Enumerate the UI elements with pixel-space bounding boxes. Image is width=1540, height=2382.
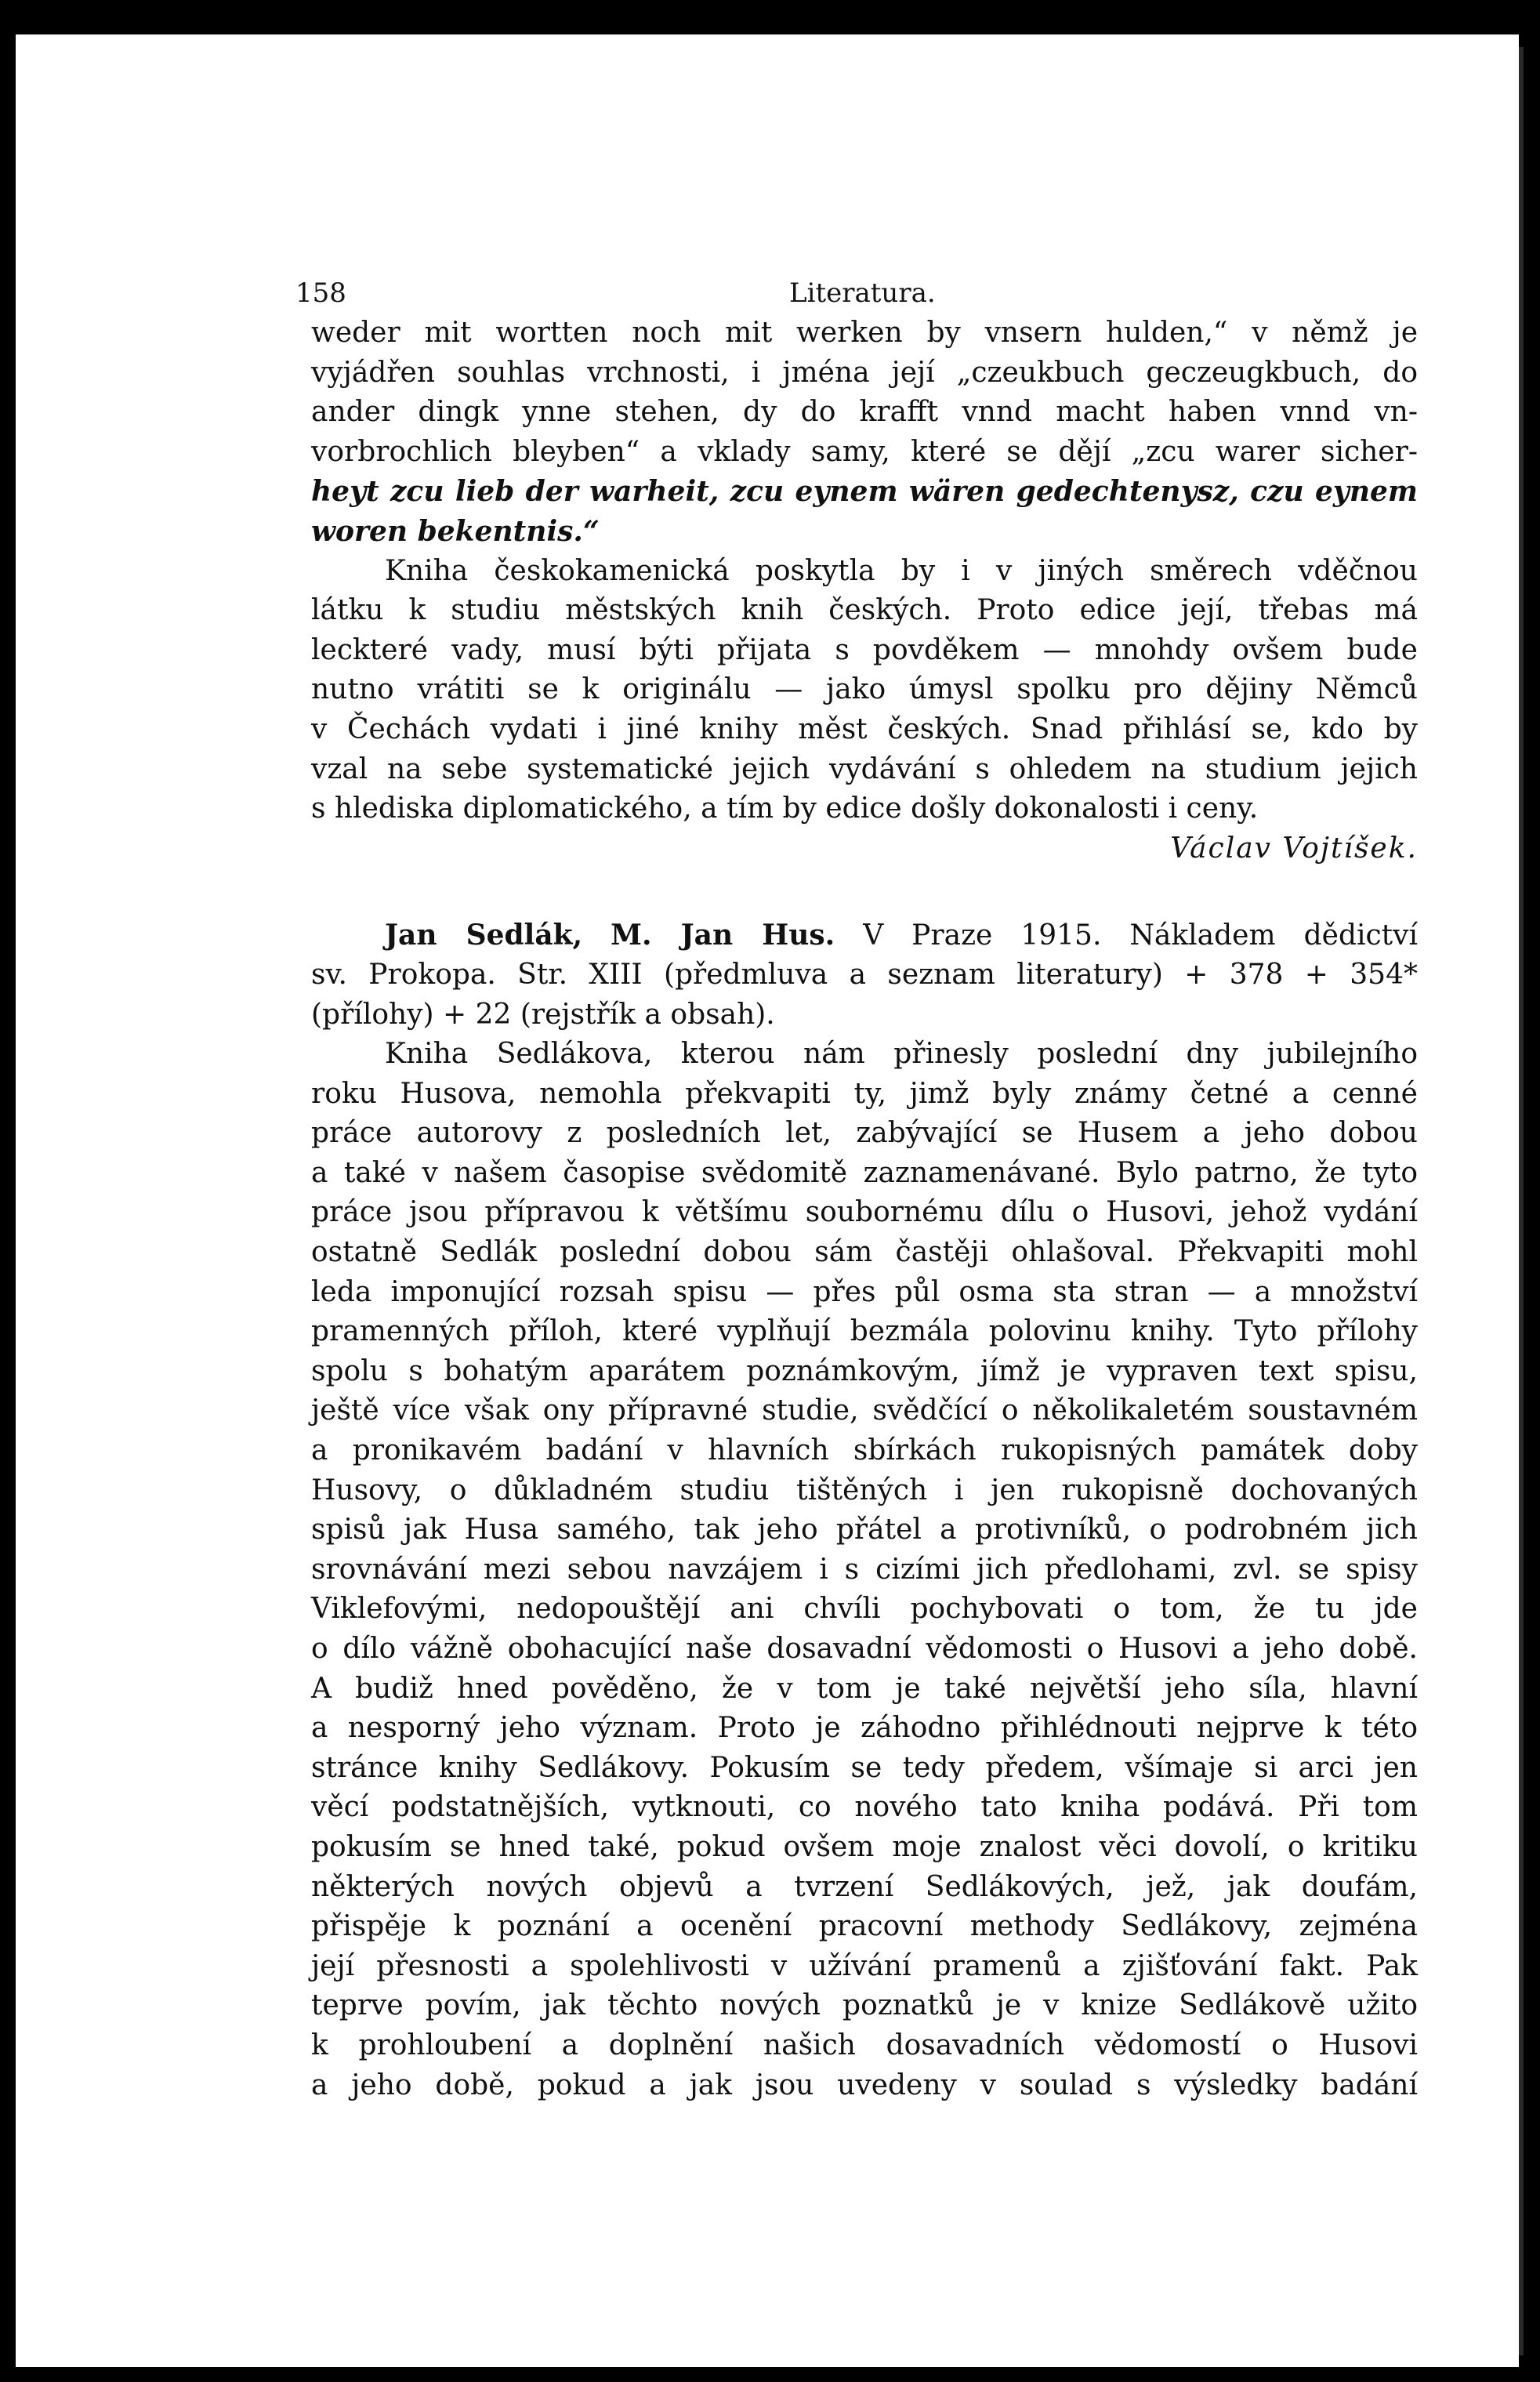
text-line: ostatně Sedlák poslední dobou sám častěji ohlašoval. Překvapiti mohl [311, 1236, 1418, 1269]
text-line: pramenných příloh, které vyplňují bezmála polovinu knihy. Tyto přílohy [311, 1315, 1418, 1348]
page-edge-shadow [1519, 47, 1524, 2355]
review-title-line [311, 915, 1418, 955]
review-signature: Václav Vojtíšek. [1170, 832, 1418, 865]
page-number: 158 [295, 277, 346, 309]
text-line: (přílohy) + 22 (rejstřík a obsah). [311, 998, 775, 1031]
text-line: a nesporný jeho význam. Proto je záhodno přihlédnouti nejprve k této [311, 1712, 1418, 1745]
text-line: heyt zcu lieb der warheit, zcu eynem wären gedechtenysz, czu eynem [311, 475, 1418, 509]
text-line: a jeho době, pokud a jak jsou uvedeny v soulad s výsledky badání [311, 2068, 1418, 2101]
review-sedlak-hus [311, 915, 1418, 2105]
text-line: leda imponující rozsah spisu — přes půl osma sta stran — a množství [311, 1275, 1418, 1308]
text-line: Viklefovými, nedopouštějí ani chvíli pochybovati o tom, že tu jde [311, 1593, 1418, 1626]
text-line: A budiž hned pověděno, že v tom je také největší jeho síla, hlavní [311, 1672, 1418, 1705]
text-line: leckteré vady, musí býti přijata s povděkem — mnohdy ovšem bude [311, 633, 1418, 666]
text-line: práce autorovy z posledních let, zabývající se Husem a jeho dobou [311, 1117, 1418, 1150]
text-line: přispěje k poznání a ocenění pracovní methody Sedlákovy, zejména [311, 1910, 1418, 1943]
text-line: některých nových objevů a tvrzení Sedlákových, jež, jak doufám, [311, 1870, 1418, 1903]
body-text [311, 314, 1418, 2105]
text-line: v Čechách vydati i jiné knihy měst českých. Snad přihlásí se, kdo by [311, 712, 1418, 745]
text-line: a pronikavém badání v hlavních sbírkách rukopisných památek doby [311, 1434, 1418, 1467]
text-line: ještě více však ony přípravné studie, svědčící o několikaletém soustavném [311, 1394, 1418, 1427]
text-line: sv. Prokopa. Str. XIII (předmluva a seznam literatury) + 378 + 354* [311, 958, 1418, 991]
text-line: teprve povím, jak těchto nových poznatků je v knize Sedlákově užito [311, 1989, 1418, 2022]
text-line: spolu s bohatým aparátem poznámkovým, jímž je vypraven text spisu, [311, 1354, 1418, 1387]
review-book-title: M. Jan Hus. [611, 919, 835, 952]
text-line: pokusím se hned také, pokud ovšem moje znalost věci dovolí, o kritiku [311, 1830, 1418, 1863]
page-header [295, 277, 1433, 317]
review-vojtisek [311, 314, 1418, 868]
text-line: o dílo vážně obohacující naše dosavadní vědomosti o Husovi a jeho době. [311, 1633, 1418, 1665]
text-line: weder mit wortten noch mit werken by vnsern hulden,“ v němž je [311, 317, 1418, 349]
text-line: Kniha českokamenická poskytla by i v jiných směrech vděčnou [385, 554, 1418, 587]
text-line: srovnávání mezi sebou navzájem i s cizími jich předlohami, zvl. se spisy [311, 1553, 1418, 1586]
text-line: k prohloubení a doplnění našich dosavadních vědomostí o Husovi [311, 2029, 1418, 2061]
text-line: nutno vrátiti se k originálu — jako úmysl spolku pro dějiny Němců [311, 673, 1418, 706]
text-line: roku Husova, nemohla překvapiti ty, jimž byly známy četné a cenné [311, 1077, 1418, 1110]
text-line: práce jsou přípravou k většímu soubornému dílu o Husovi, jehož vydání [311, 1196, 1418, 1229]
text-line: vzal na sebe systematické jejich vydávání s ohledem na studium jejich [311, 752, 1418, 785]
text-line: s hlediska diplomatického, a tím by edice došly dokonalosti i ceny. [311, 792, 1259, 825]
text-line: věcí podstatnějších, vytknouti, co nového tato kniha podává. Při tom [311, 1791, 1418, 1824]
text-line: woren bekentnis.“ [311, 514, 600, 548]
text-line: Kniha Sedlákova, kterou nám přinesly poslední dny jubilejního [385, 1038, 1418, 1071]
review-publication: V Praze 1915. Nákladem dědictví [863, 919, 1418, 952]
text-line: a také v našem časopise svědomitě zaznamenávané. Bylo patrno, že tyto [311, 1156, 1418, 1189]
section-gap [311, 868, 1418, 915]
text-line: její přesnosti a spolehlivosti v užívání pramenů a zjišťování fakt. Pak [311, 1949, 1418, 1982]
text-line: Husovy, o důkladném studiu tištěných i jen rukopisně dochovaných [311, 1474, 1418, 1506]
text-line: spisů jak Husa samého, tak jeho přátel a protivníků, o podrobném jich [311, 1514, 1418, 1546]
text-line: ander dingk ynne stehen, dy do krafft vnnd macht haben vnnd vn- [311, 396, 1418, 429]
text-line: stránce knihy Sedlákovy. Pokusím se tedy předem, všímaje si arci jen [311, 1751, 1418, 1784]
text-line: látku k studiu městských knih českých. Proto edice její, třebas má [311, 594, 1418, 627]
review-author: Jan Sedlák, [385, 919, 583, 952]
running-title: Literatura. [789, 277, 936, 309]
text-line: vyjádřen souhlas vrchnosti, i jména její „czeukbuch geczeugkbuch, do [311, 356, 1418, 389]
text-line: vorbrochlich bleyben“ a vklady samy, které se dějí „zcu warer sicher- [311, 435, 1418, 468]
